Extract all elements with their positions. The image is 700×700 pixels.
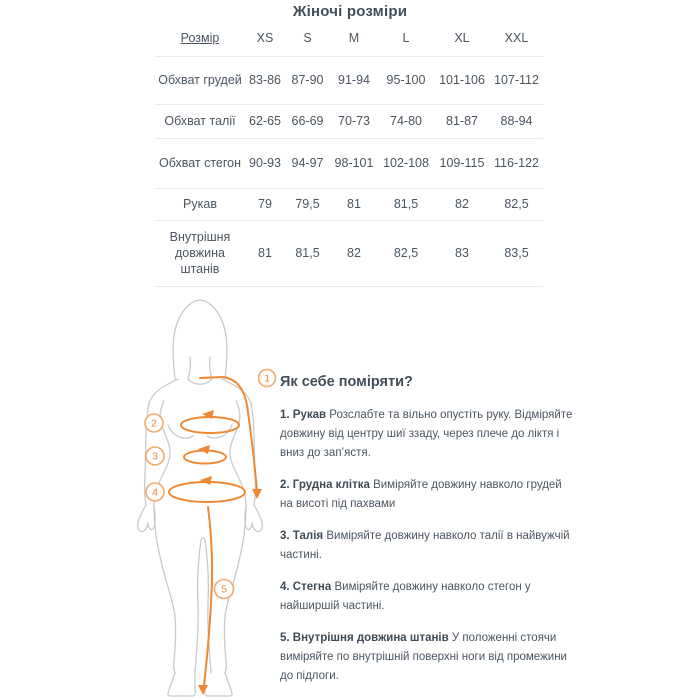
table-row bbox=[155, 138, 543, 188]
guide-item-text: Виміряйте довжину навколо стегон у найширшій частині. bbox=[280, 581, 531, 612]
svg-text:2: 2 bbox=[151, 417, 157, 430]
svg-text:5: 5 bbox=[221, 583, 227, 596]
cell-value: 66-69 bbox=[285, 104, 330, 138]
cell-value: 116-122 bbox=[490, 138, 543, 188]
table-row bbox=[155, 188, 543, 220]
cell-value: 102-108 bbox=[378, 138, 434, 188]
row-label: Обхват стегон bbox=[155, 138, 245, 188]
cell-value: 79 bbox=[245, 188, 285, 220]
guide-item-hips bbox=[280, 578, 576, 616]
cell-value: 81 bbox=[245, 220, 285, 286]
guide-heading: Як себе поміряти? bbox=[280, 374, 413, 390]
guide-item-lead: 4. Стегна bbox=[280, 581, 332, 593]
svg-text:1: 1 bbox=[264, 372, 270, 385]
cell-value: 81,5 bbox=[378, 188, 434, 220]
cell-value: 70-73 bbox=[330, 104, 378, 138]
guide-item-chest bbox=[280, 476, 576, 514]
cell-value: 94-97 bbox=[285, 138, 330, 188]
table-header-row bbox=[155, 20, 543, 56]
cell-value: 101-106 bbox=[434, 56, 490, 104]
cell-value: 88-94 bbox=[490, 104, 543, 138]
cell-value: 83-86 bbox=[245, 56, 285, 104]
marker-1 bbox=[259, 370, 276, 387]
women-sizes-table bbox=[155, 20, 543, 287]
cell-value: 81,5 bbox=[285, 220, 330, 286]
body-measurement-figure bbox=[118, 293, 282, 700]
guide-item-lead: 5. Внутрішня довжина штанів bbox=[280, 632, 449, 644]
guide-item-text: У положенні стоячи виміряйте по внутрішній поверхні ноги від промежини до підлоги. bbox=[280, 632, 567, 682]
marker-5 bbox=[215, 580, 234, 599]
cell-value: 83,5 bbox=[490, 220, 543, 286]
col-header-s: S bbox=[285, 20, 330, 56]
measure-guide bbox=[280, 374, 576, 699]
svg-text:3: 3 bbox=[152, 450, 158, 463]
svg-text:4: 4 bbox=[152, 486, 158, 499]
table-row bbox=[155, 220, 543, 286]
guide-item-waist bbox=[280, 527, 576, 565]
col-header-xl: XL bbox=[434, 20, 490, 56]
guide-item-sleeve bbox=[280, 406, 576, 463]
row-label: Обхват грудей bbox=[155, 56, 245, 104]
cell-value: 87-90 bbox=[285, 56, 330, 104]
col-header-l: L bbox=[378, 20, 434, 56]
cell-value: 79,5 bbox=[285, 188, 330, 220]
guide-item-inseam bbox=[280, 629, 576, 686]
marker-2 bbox=[145, 414, 163, 432]
row-label: Обхват талії bbox=[155, 104, 245, 138]
cell-value: 82 bbox=[330, 220, 378, 286]
cell-value: 82,5 bbox=[490, 188, 543, 220]
row-label: Внутрішня довжина штанів bbox=[155, 220, 245, 286]
cell-value: 83 bbox=[434, 220, 490, 286]
row-label: Рукав bbox=[155, 188, 245, 220]
cell-value: 82,5 bbox=[378, 220, 434, 286]
marker-3 bbox=[146, 447, 164, 465]
cell-value: 81 bbox=[330, 188, 378, 220]
col-header-xs: XS bbox=[245, 20, 285, 56]
col-header-xxl: XXL bbox=[490, 20, 543, 56]
cell-value: 98-101 bbox=[330, 138, 378, 188]
guide-item-text: Розслабте та вільно опустіть руку. Відміряйте довжину від центру шиї ззаду, через плече до ліктя і вниз до зап’ястя. bbox=[280, 409, 573, 459]
cell-value: 81-87 bbox=[434, 104, 490, 138]
table-row bbox=[155, 56, 543, 104]
cell-value: 62-65 bbox=[245, 104, 285, 138]
guide-item-lead: 2. Грудна клітка bbox=[280, 479, 370, 491]
guide-item-lead: 3. Талія bbox=[280, 530, 324, 542]
size-column-header[interactable]: Розмір bbox=[180, 30, 220, 45]
guide-item-text: Виміряйте довжину навколо талії в найвужчій частині. bbox=[280, 530, 570, 561]
cell-value: 91-94 bbox=[330, 56, 378, 104]
table-row bbox=[155, 104, 543, 138]
cell-value: 90-93 bbox=[245, 138, 285, 188]
cell-value: 74-80 bbox=[378, 104, 434, 138]
measurement-arrows bbox=[169, 377, 262, 695]
marker-4 bbox=[146, 483, 164, 501]
cell-value: 95-100 bbox=[378, 56, 434, 104]
guide-item-text: Виміряйте довжину навколо грудей на висоті під пахвами bbox=[280, 479, 562, 510]
cell-value: 82 bbox=[434, 188, 490, 220]
page-title: Жіночі розміри bbox=[292, 3, 408, 20]
col-header-m: M bbox=[330, 20, 378, 56]
guide-item-lead: 1. Рукав bbox=[280, 409, 327, 421]
cell-value: 109-115 bbox=[434, 138, 490, 188]
cell-value: 107-112 bbox=[490, 56, 543, 104]
